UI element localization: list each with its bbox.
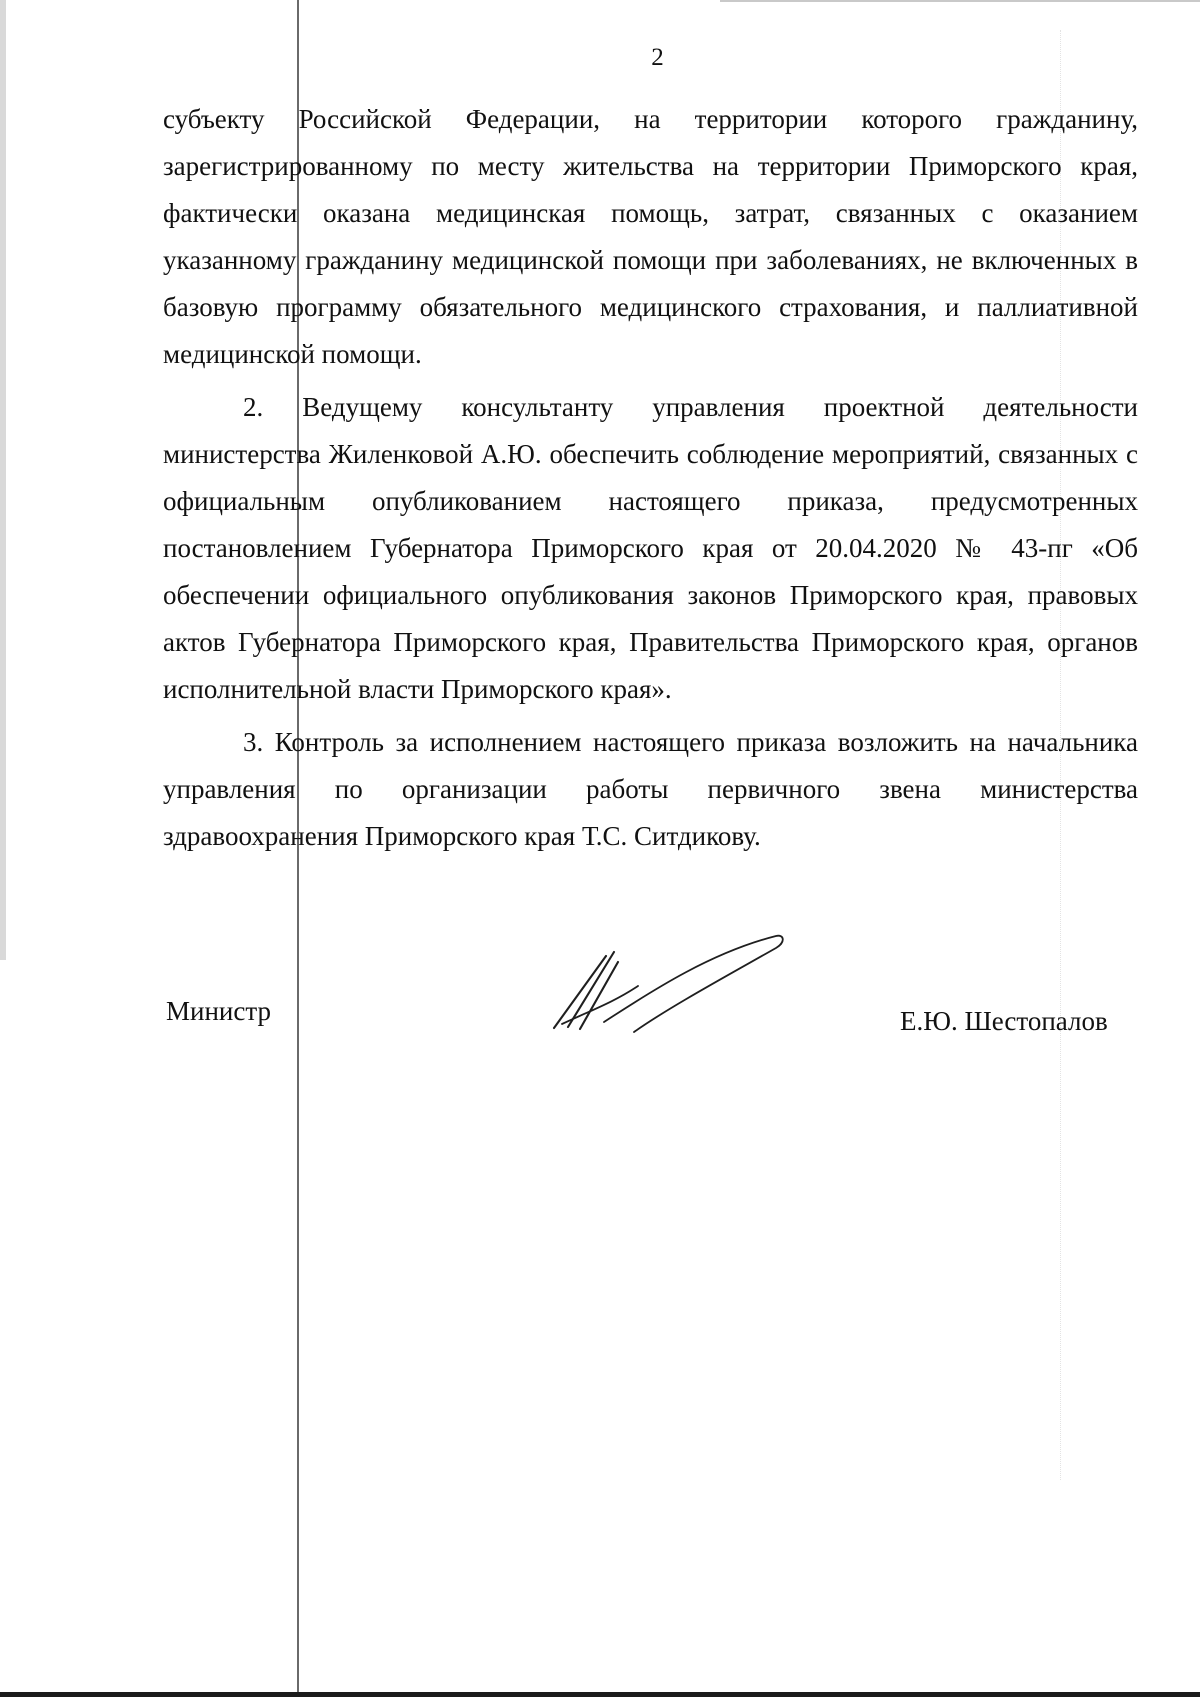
document-body <box>163 96 1138 866</box>
paragraph-item-2: 2. Ведущему консультанту управления проектной деятельности министерства Жиленковой А.Ю. обеспечить соблюдение мероприятий, связанных с официальным опубликованием настоящего приказа, предусмотренных постановлением Губернатора Приморского края от 20.04.2020 № 43-пг «Об обеспечении официального опубликования законов Приморского края, правовых актов Губернатора Приморского края, Правительства Приморского края, органов исполнительной власти Приморского края». <box>163 392 1138 704</box>
paragraph-continuation: субъекту Российской Федерации, на территории которого гражданину, зарегистрированному по месту жительства на территории Приморского края, фактически оказана медицинская помощь, затрат, связанных с оказанием указанному гражданину медицинской помощи при заболеваниях, не включенных в базовую программу обязательного медицинского страхования, и паллиативной медицинской помощи. <box>163 104 1138 369</box>
signatory-title: Министр <box>166 996 271 1026</box>
paragraph-item-3: 3. Контроль за исполнением настоящего приказа возложить на начальника управления по организации работы первичного звена министерства здравоохранения Приморского края Т.С. Ситдикову. <box>163 727 1138 851</box>
page-number: 2 <box>651 44 664 71</box>
scan-top-edge <box>720 0 1200 2</box>
scan-edge-shadow <box>0 0 6 960</box>
handwritten-signature <box>548 928 788 1040</box>
scan-bottom-edge <box>0 1692 1200 1697</box>
signatory-name: Е.Ю. Шестопалов <box>900 1006 1108 1036</box>
